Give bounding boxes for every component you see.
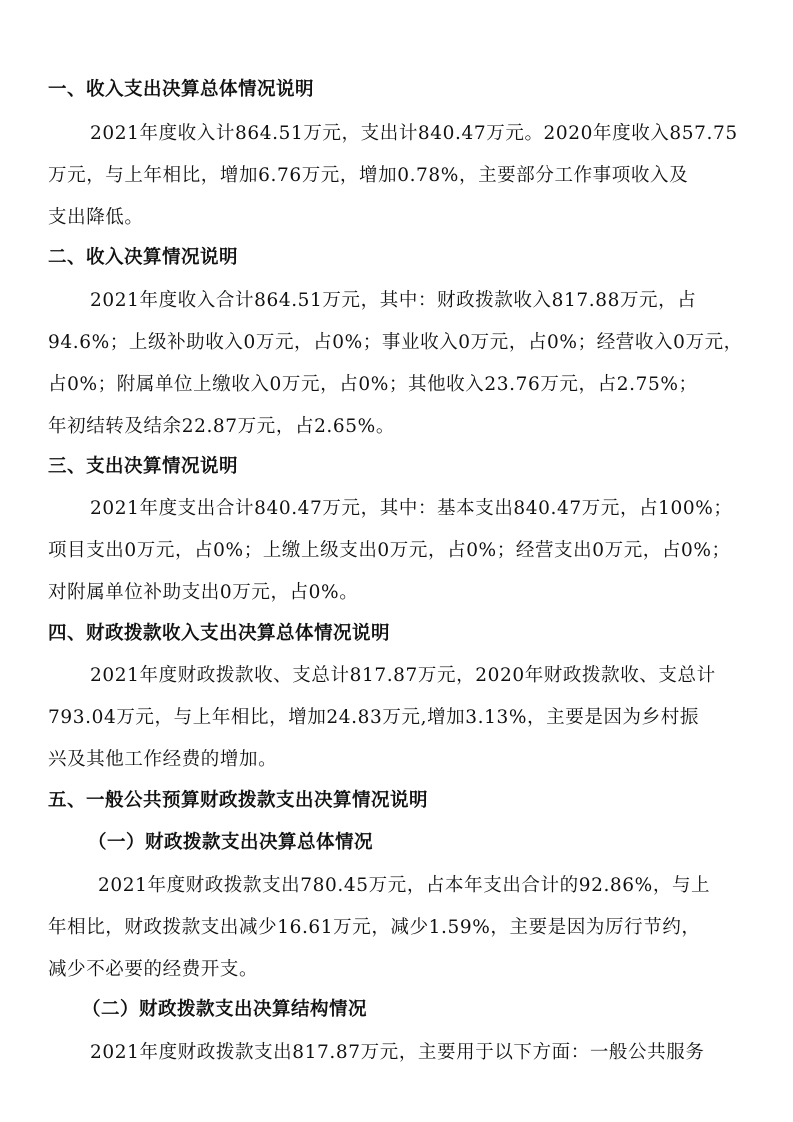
paragraph-line: 年初结转及结余22.87万元，占2.65%。	[48, 416, 395, 437]
paragraph-line: 对附属单位补助支出0万元，占0%。	[48, 582, 359, 603]
section-heading: 一、收入支出决算总体情况说明	[48, 79, 315, 100]
paragraph-line: 2021年度财政拨款支出780.45万元，占本年支出合计的92.86%，与上	[98, 875, 711, 896]
subsection-heading: （二）财政拨款支出决算结构情况	[82, 999, 368, 1020]
paragraph-line: 793.04万元，与上年相比，增加24.83万元,增加3.13%，主要是因为乡村振	[48, 707, 699, 728]
section-heading: 四、财政拨款收入支出决算总体情况说明	[48, 623, 391, 644]
paragraph-line: 万元，与上年相比，增加6.76万元，增加0.78%，主要部分工作事项收入及	[48, 165, 689, 186]
subsection-heading: （一）财政拨款支出决算总体情况	[88, 832, 374, 853]
paragraph-line: 2021年度支出合计840.47万元，其中：基本支出840.47万元，占100%；	[90, 498, 733, 519]
paragraph-line: 2021年度财政拨款支出817.87万元，主要用于以下方面：一般公共服务	[90, 1042, 705, 1063]
paragraph-line: 94.6%；上级补助收入0万元，占0%；事业收入0万元，占0%；经营收入0万元，	[48, 332, 743, 353]
section-heading: 五、一般公共预算财政拨款支出决算情况说明	[48, 790, 429, 811]
paragraph-line: 项目支出0万元，占0%；上缴上级支出0万元，占0%；经营支出0万元，占0%；	[48, 540, 731, 561]
section-heading: 二、收入决算情况说明	[48, 247, 239, 268]
paragraph-line: 支出降低。	[48, 207, 144, 228]
paragraph-line: 年相比，财政拨款支出减少16.61万元，减少1.59%，主要是因为厉行节约，	[48, 917, 701, 938]
paragraph-line: 2021年度收入计864.51万元，支出计840.47万元。2020年度收入857.75	[90, 123, 738, 144]
paragraph-line: 占0%；附属单位上缴收入0万元，占0%；其他收入23.76万元，占2.75%；	[48, 374, 698, 395]
paragraph-line: 2021年度财政拨款收、支总计817.87万元，2020年财政拨款收、支总计	[90, 665, 716, 686]
paragraph-line: 兴及其他工作经费的增加。	[48, 749, 278, 770]
section-heading: 三、支出决算情况说明	[48, 456, 239, 477]
paragraph-line: 减少不必要的经费开支。	[48, 959, 259, 980]
paragraph-line: 2021年度收入合计864.51万元，其中：财政拨款收入817.88万元，占	[90, 290, 697, 311]
